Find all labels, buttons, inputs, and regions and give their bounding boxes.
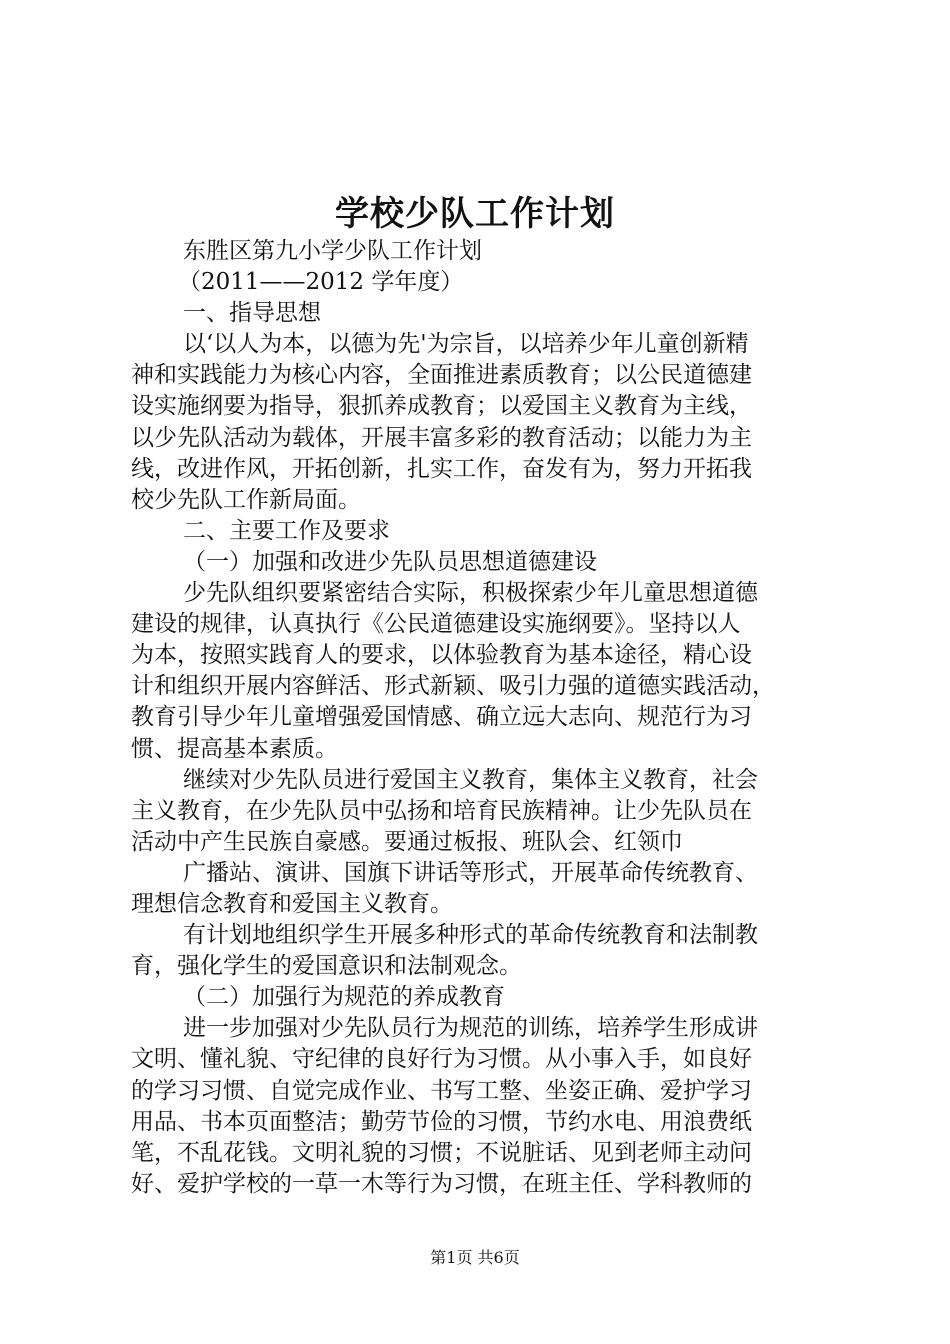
text-line: （2011——2012 学年度） [178, 269, 464, 296]
text-line: 有计划地组织学生开展多种形式的革命传统教育和法制教 [183, 922, 758, 949]
text-line: 校少先队工作新局面。 [131, 486, 361, 513]
text-line: 东胜区第九小学少队工作计划 [183, 238, 482, 264]
text-line: 继续对少先队员进行爱国主义教育，集体主义教育，社会 [183, 766, 758, 793]
document-body [131, 236, 831, 1200]
text-line: 好、爱护学校的一草一木等行为习惯，在班主任、学科教师的 [131, 1170, 752, 1197]
text-line: （一）加强和改进少先队员思想道德建设 [183, 548, 597, 575]
text-line: 广播站、演讲、国旗下讲话等形式，开展革命传统教育、 [183, 859, 758, 886]
text-line: 为本，按照实践育人的要求，以体验教育为基本途径，精心设 [131, 642, 752, 669]
text-line: 建设的规律，认真执行《公民道德建设实施纲要》。坚持以人 [131, 611, 741, 638]
text-line: 笔，不乱花钱。文明礼貌的习惯；不说脏话、见到老师主动问 [131, 1139, 752, 1166]
text-line: 二、主要工作及要求 [183, 517, 390, 544]
text-line: 以少先队活动为载体，开展丰富多彩的教育活动；以能力为主 [131, 424, 752, 451]
page-footer: 第1页 共6页 [430, 1248, 520, 1267]
text-line: 活动中产生民族自豪感。要通过板报、班队会、红领巾 [131, 828, 683, 855]
text-line: 文明、懂礼貌、守纪律的良好行为习惯。从小事入手，如良好 [131, 1046, 752, 1073]
text-line: 少先队组织要紧密结合实际，积极探索少年儿童思想道德 [183, 580, 758, 607]
text-line: 用品、书本页面整洁；勤劳节俭的习惯，节约水电、用浪费纸 [131, 1108, 752, 1135]
text-line: 神和实践能力为核心内容，全面推进素质教育；以公民道德建 [131, 362, 752, 389]
text-line: 教育引导少年儿童增强爱国情感、确立远大志向、规范行为习 [131, 704, 752, 731]
document-title: 学校少队工作计划 [335, 194, 615, 234]
text-line: 线，改进作风，开拓创新，扎实工作，奋发有为，努力开拓我 [131, 455, 752, 482]
text-line: 计和组织开展内容鲜活、形式新颖、吸引力强的道德实践活动， [131, 673, 775, 700]
text-line: 的学习习惯、自觉完成作业、书写工整、坐姿正确、爱护学习 [131, 1077, 752, 1104]
text-line: 育，强化学生的爱国意识和法制观念。 [131, 953, 522, 980]
text-line: （二）加强行为规范的养成教育 [183, 984, 505, 1011]
text-line: 理想信念教育和爱国主义教育。 [131, 890, 453, 917]
text-line: 一、指导思想 [183, 300, 321, 327]
text-line: 以‘以人为本，以德为先'为宗旨，以培养少年儿童创新精 [183, 331, 749, 358]
text-line: 主义教育，在少先队员中弘扬和培育民族精神。让少先队员在 [131, 797, 752, 824]
text-line: 进一步加强对少先队员行为规范的训练，培养学生形成讲 [183, 1015, 758, 1042]
text-line: 设实施纲要为指导，狠抓养成教育；以爱国主义教育为主线， [131, 393, 752, 420]
text-line: 惯、提高基本素质。 [131, 735, 338, 762]
